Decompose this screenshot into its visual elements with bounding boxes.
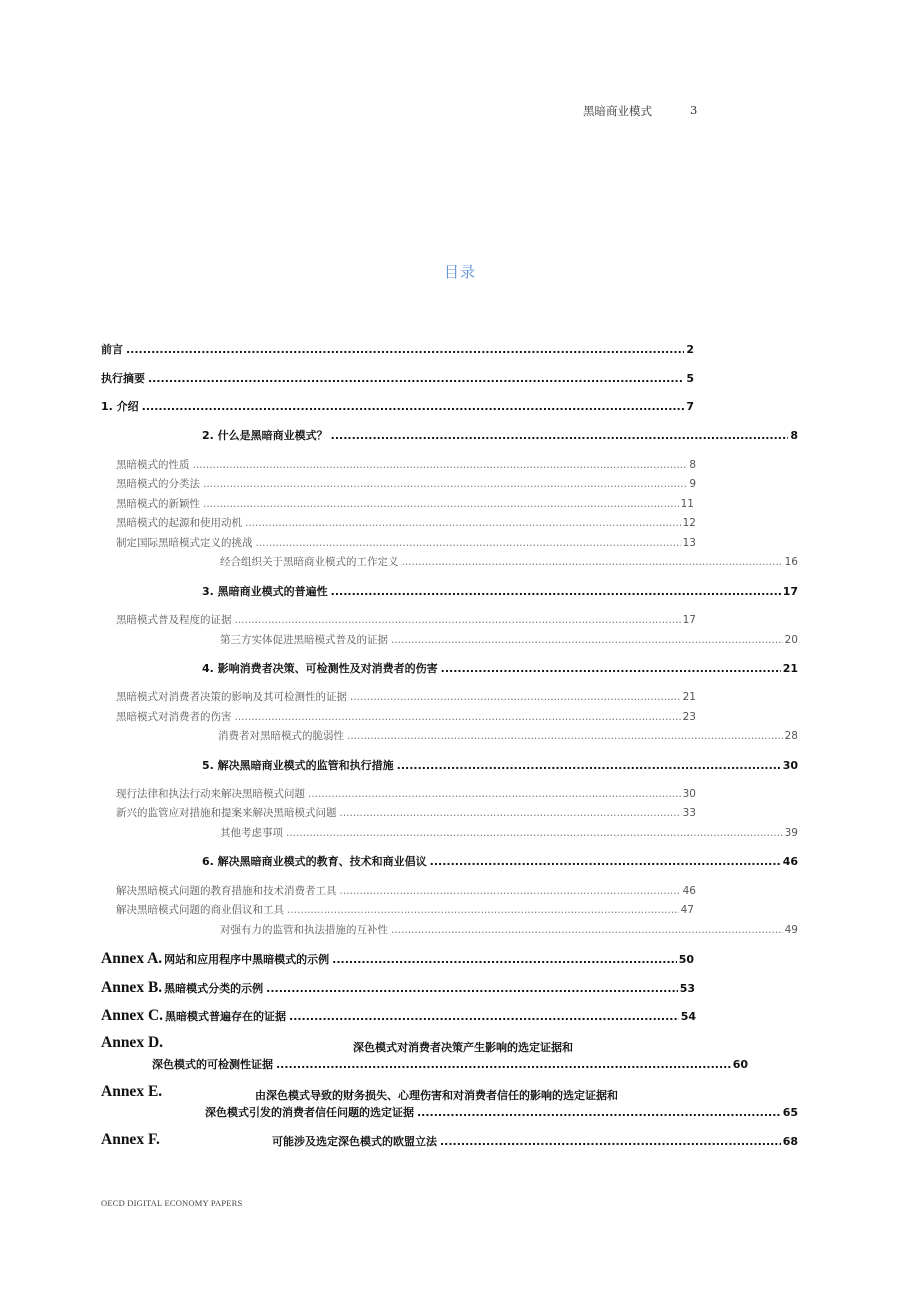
- toc-entry-text: 黑暗模式的起源和使用动机: [116, 517, 242, 529]
- toc-entry-page: 12: [682, 517, 696, 529]
- toc-entry-text: 1. 介绍: [101, 400, 139, 413]
- dot-leader: [308, 786, 681, 802]
- toc-entry-page: 11: [680, 498, 694, 510]
- toc-annex-entry[interactable]: [205, 1105, 798, 1121]
- toc-entry-text: 3. 黑暗商业模式的普遍性: [202, 585, 328, 598]
- toc-annex-entry[interactable]: [272, 1134, 798, 1150]
- toc-subentry[interactable]: [116, 805, 696, 821]
- toc-entry-page: 17: [782, 585, 798, 598]
- dot-leader: [289, 1007, 679, 1027]
- dot-leader: [391, 922, 783, 938]
- toc-entry-page: 46: [782, 855, 798, 868]
- toc-title: 目录: [443, 263, 476, 281]
- toc-entry-text: 6. 解决黑暗商业模式的教育、技术和商业倡议: [202, 855, 427, 868]
- dot-leader: [331, 584, 781, 600]
- toc-subentry[interactable]: [220, 825, 798, 841]
- annex-label: Annex D.: [101, 1034, 164, 1051]
- dot-leader: [340, 805, 681, 821]
- toc-chapter-entry[interactable]: [202, 584, 798, 600]
- toc-subentry[interactable]: [116, 535, 696, 551]
- toc-entry-text: 经合组织关于黑暗商业模式的工作定义: [220, 556, 399, 568]
- toc-chapter-entry[interactable]: [202, 854, 798, 870]
- dot-leader: [430, 854, 781, 870]
- toc-entry-text: 深色模式的可检测性证据: [152, 1058, 273, 1071]
- toc-entry-text: 网站和应用程序中黑暗模式的示例: [164, 953, 330, 966]
- toc-annex-entry[interactable]: [152, 1057, 748, 1073]
- toc-entry-text: 解决黑暗模式问题的教育措施和技术消费者工具: [116, 885, 337, 897]
- running-header-page-number: 3: [690, 103, 698, 117]
- dot-leader: [350, 689, 681, 705]
- toc-entry-page: 8: [790, 429, 798, 442]
- toc-entry[interactable]: [101, 399, 694, 415]
- toc-entry-text[interactable]: 深色模式对消费者决策产生影响的选定证据和: [353, 1041, 573, 1054]
- toc-subentry[interactable]: [220, 922, 798, 938]
- toc-annex-entry[interactable]: [101, 949, 694, 969]
- toc-entry-text: 第三方实体促进黑暗模式普及的证据: [220, 634, 388, 646]
- dot-leader: [245, 515, 681, 531]
- toc-entry-page: 47: [680, 904, 694, 916]
- toc-subentry[interactable]: [116, 883, 696, 899]
- toc-subentry[interactable]: [116, 902, 694, 918]
- toc-entry-page: 21: [782, 662, 798, 675]
- toc-entry-page: 50: [678, 953, 694, 966]
- dot-leader: [402, 554, 783, 570]
- toc-entry-page: 49: [784, 924, 798, 936]
- toc-chapter-entry[interactable]: [202, 758, 798, 774]
- toc-entry-text: 黑暗模式的性质: [116, 459, 190, 471]
- toc-entry-text: 其他考虑事项: [220, 827, 283, 839]
- toc-entry-text: 黑暗模式普遍存在的证据: [165, 1010, 287, 1023]
- toc-entry-page: 60: [732, 1058, 748, 1071]
- dot-leader: [441, 661, 781, 677]
- dot-leader: [331, 428, 789, 444]
- toc-entry-text: 4. 影响消费者决策、可检测性及对消费者的伤害: [202, 662, 438, 675]
- dot-leader: [235, 709, 681, 725]
- dot-leader: [148, 371, 684, 387]
- running-header-title: 黑暗商业模式: [583, 104, 652, 118]
- toc-entry-text: 前言: [101, 343, 123, 356]
- dot-leader: [391, 632, 783, 648]
- toc-entry-text: 消费者对黑暗模式的脆弱性: [218, 730, 344, 742]
- toc-entry-text: 黑暗模式对消费者决策的影响及其可检测性的证据: [116, 691, 347, 703]
- toc-subentry[interactable]: [116, 515, 696, 531]
- toc-subentry[interactable]: [116, 496, 694, 512]
- toc-chapter-entry[interactable]: [202, 661, 798, 677]
- toc-entry-page: 39: [784, 827, 798, 839]
- toc-entry-text: 现行法律和执法行动来解决黑暗模式问题: [116, 788, 305, 800]
- dot-leader: [276, 1057, 731, 1073]
- toc-entry-page: 2: [686, 343, 694, 356]
- toc-subentry[interactable]: [116, 476, 696, 492]
- dot-leader: [340, 883, 681, 899]
- dot-leader: [235, 612, 681, 628]
- toc-entry[interactable]: [101, 371, 694, 387]
- toc-entry-text: 2. 什么是黑暗商业模式？: [202, 429, 328, 442]
- toc-subentry[interactable]: [116, 709, 696, 725]
- toc-entry-page: 5: [686, 372, 694, 385]
- toc-entry-page: 28: [784, 730, 798, 742]
- dot-leader: [203, 496, 679, 512]
- dot-leader: [256, 535, 681, 551]
- toc-entry-page: 30: [782, 759, 798, 772]
- toc-entry-text: 新兴的监管应对措施和提案来解决黑暗模式问题: [116, 807, 337, 819]
- toc-entry-page: 68: [782, 1135, 798, 1148]
- toc-entry-page: 46: [682, 885, 696, 897]
- toc-entry-text: 黑暗模式分类的示例: [164, 982, 264, 995]
- toc-entry-page: 23: [682, 711, 696, 723]
- toc-entry-page: 9: [689, 478, 696, 490]
- toc-annex-entry[interactable]: [101, 1006, 696, 1026]
- dot-leader: [142, 399, 685, 415]
- toc-entry-page: 20: [784, 634, 798, 646]
- dot-leader: [332, 950, 677, 970]
- toc-subentry[interactable]: [218, 728, 798, 744]
- toc-entry-text[interactable]: 由深色模式导致的财务损失、心理伤害和对消费者信任的影响的选定证据和: [255, 1089, 618, 1102]
- annex-label: Annex A.: [101, 950, 163, 967]
- toc-entry-text: 深色模式引发的消费者信任问题的选定证据: [205, 1106, 414, 1119]
- toc-subentry[interactable]: [116, 612, 696, 628]
- annex-label: Annex C.: [101, 1007, 164, 1024]
- toc-entry-text: 5. 解决黑暗商业模式的监管和执行措施: [202, 759, 394, 772]
- dot-leader: [126, 342, 684, 358]
- toc-subentry[interactable]: [116, 689, 696, 705]
- toc-entry-text: 对强有力的监管和执法措施的互补性: [220, 924, 388, 936]
- toc-entry-page: 33: [682, 807, 696, 819]
- toc-entry-text: 解决黑暗模式问题的商业倡议和工具: [116, 904, 284, 916]
- dot-leader: [193, 457, 688, 473]
- toc-subentry[interactable]: [116, 457, 696, 473]
- toc-entry-text: 黑暗模式的分类法: [116, 478, 200, 490]
- toc-entry-text: 黑暗模式普及程度的证据: [116, 614, 232, 626]
- toc-entry-page: 17: [682, 614, 696, 626]
- dot-leader: [440, 1134, 781, 1150]
- toc-subentry[interactable]: [116, 786, 696, 802]
- toc-entry-page: 7: [686, 400, 694, 413]
- dot-leader: [286, 825, 783, 841]
- toc-entry-text: 黑暗模式对消费者的伤害: [116, 711, 232, 723]
- dot-leader: [266, 979, 678, 999]
- annex-label: Annex F.: [101, 1131, 160, 1148]
- dot-leader: [417, 1105, 781, 1121]
- toc-entry-text: 黑暗模式的新颖性: [116, 498, 200, 510]
- toc-entry-page: 53: [679, 982, 695, 995]
- dot-leader: [397, 758, 781, 774]
- toc-subentry[interactable]: [220, 632, 798, 648]
- toc-entry-text: 执行摘要: [101, 372, 145, 385]
- toc-entry-text: 可能涉及选定深色模式的欧盟立法: [272, 1135, 437, 1148]
- toc-entry-page: 21: [682, 691, 696, 703]
- toc-entry-page: 30: [682, 788, 696, 800]
- dot-leader: [203, 476, 687, 492]
- annex-label: Annex E.: [101, 1083, 163, 1100]
- toc-entry-page: 16: [784, 556, 798, 568]
- toc-entry-page: 13: [682, 537, 696, 549]
- dot-leader: [347, 728, 783, 744]
- toc-annex-entry[interactable]: [101, 978, 695, 998]
- toc-chapter-entry[interactable]: [202, 428, 798, 444]
- toc-entry[interactable]: [101, 342, 694, 358]
- annex-label: Annex B.: [101, 979, 163, 996]
- footer-series-name: OECD DIGITAL ECONOMY PAPERS: [101, 1198, 243, 1208]
- dot-leader: [287, 902, 679, 918]
- toc-subentry[interactable]: [220, 554, 798, 570]
- toc-entry-page: 8: [689, 459, 696, 471]
- toc-entry-page: 54: [680, 1010, 696, 1023]
- toc-entry-text: 制定国际黑暗模式定义的挑战: [116, 537, 253, 549]
- toc-entry-page: 65: [782, 1106, 798, 1119]
